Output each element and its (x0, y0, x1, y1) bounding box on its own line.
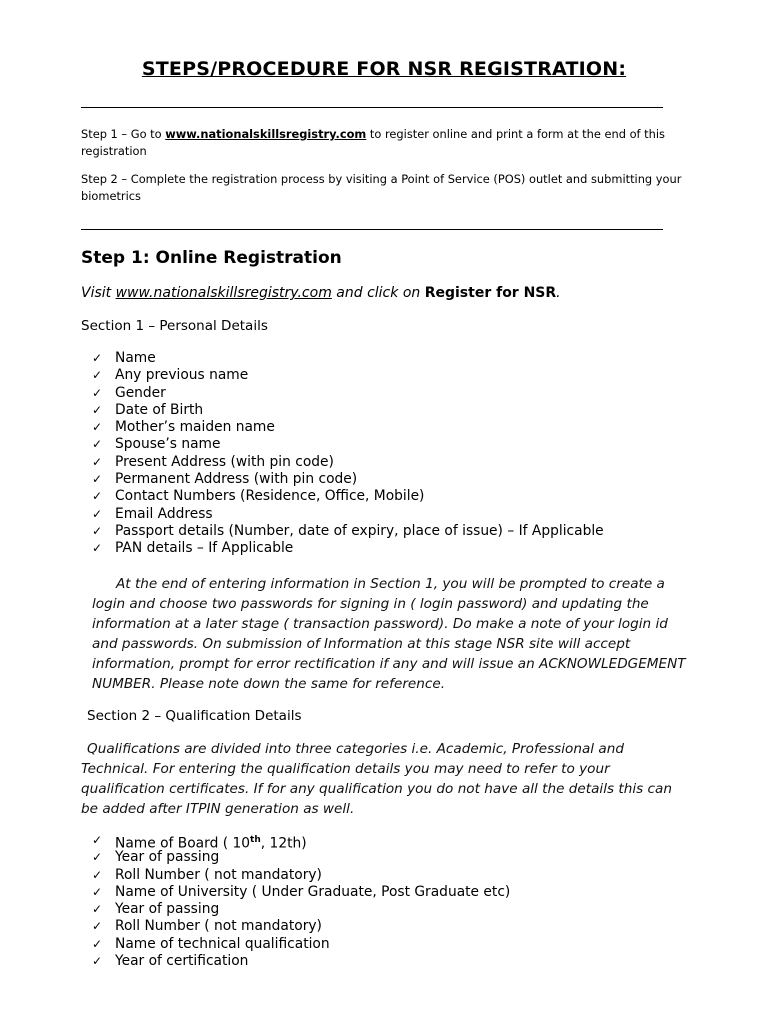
register-for-nsr: Register for NSR (424, 285, 557, 301)
list-item (92, 936, 510, 953)
personal-details-list (92, 350, 604, 558)
list-item-label: Name (115, 350, 156, 366)
check-icon: ✓ (92, 954, 103, 969)
visit-instruction (81, 285, 561, 301)
check-icon: ✓ (92, 919, 103, 934)
list-item-label: Name of technical qualification (115, 935, 330, 952)
list-item (92, 367, 604, 384)
list-item-label: Year of passing (115, 849, 220, 866)
list-item-label: Date of Birth (115, 401, 204, 418)
check-icon: ✓ (92, 884, 103, 899)
list-item (92, 884, 510, 901)
list-item-label: Mother’s maiden name (115, 419, 275, 436)
intro-step-2: Step 2 – Complete the registration process by visiting a Point of Service (POS) outlet and submitting your biometrics (81, 172, 682, 203)
check-icon: ✓ (92, 454, 103, 469)
check-icon: ✓ (92, 902, 103, 917)
list-item (92, 867, 510, 884)
list-item (92, 523, 604, 540)
section-1-heading: Section 1 – Personal Details (81, 318, 268, 334)
divider (81, 107, 663, 108)
section-1-note: At the end of entering information in Section 1, you will be prompted to create a login and choose two passwords for signing in ( login password) and updating the information at a later stage ( transaction password). Do make a note of your login id and passwords. On submission of Information at this stage NSR site will accept information, prompt for error rectification if any and will issue an ACKNOWLEDGEMENT NUMBER. Please note down the same for reference. (92, 576, 686, 692)
check-icon: ✓ (92, 541, 103, 556)
check-icon: ✓ (92, 402, 103, 417)
section-2-intro: Qualifications are divided into three categories i.e. Academic, Professional and Technical. For entering the qualification details you may need to refer to your qualification certificates. If for any qualification you do not have all the details this can be added after ITPIN generation as well. (81, 741, 672, 817)
list-item (92, 901, 510, 918)
list-item-label: Any previous name (115, 367, 249, 384)
list-item (92, 488, 604, 505)
check-icon: ✓ (92, 936, 103, 951)
list-item (92, 918, 510, 935)
check-icon: ✓ (92, 489, 103, 504)
list-item-label: Name of University ( Under Graduate, Post Graduate etc) (115, 883, 511, 900)
check-icon: ✓ (92, 420, 103, 435)
visit-mid: and click on (331, 285, 425, 301)
superscript-th: th (250, 835, 261, 845)
list-item-label-suffix: , 12th) (260, 835, 307, 852)
page-title: STEPS/PROCEDURE FOR NSR REGISTRATION: (141, 58, 627, 80)
registry-link[interactable]: www.nationalskillsregistry.com (165, 127, 367, 141)
divider (81, 229, 663, 230)
list-item-label: PAN details – If Applicable (115, 540, 294, 557)
check-icon: ✓ (92, 867, 103, 882)
list-item-label: Spouse’s name (115, 436, 221, 453)
list-item (92, 832, 510, 852)
intro-step-1-prefix: Step 1 – Go to (81, 127, 166, 141)
list-item (92, 540, 604, 557)
list-item-label: Year of passing (115, 901, 220, 918)
list-item (92, 849, 510, 866)
list-item (92, 953, 510, 970)
intro-step-1 (81, 126, 693, 160)
list-item-label: Passport details (Number, date of expiry, place of issue) – If Applicable (115, 522, 604, 539)
check-icon: ✓ (92, 368, 103, 383)
list-item-label: Name of Board ( 10 (115, 835, 251, 852)
list-item (92, 385, 604, 402)
list-item (92, 436, 604, 453)
list-item (92, 402, 604, 419)
list-item-label: Year of certification (115, 953, 249, 970)
intro-step-1-suffix: to register online and print a form at the end of this registration (81, 127, 665, 158)
check-icon: ✓ (92, 506, 103, 521)
check-icon: ✓ (92, 523, 103, 538)
list-item-label: Present Address (with pin code) (115, 453, 334, 470)
list-item (92, 506, 604, 523)
visit-end: . (556, 285, 561, 301)
list-item (92, 350, 604, 367)
list-item-label: Roll Number ( not mandatory) (115, 866, 322, 883)
list-item (92, 454, 604, 471)
visit-prefix: Visit (81, 285, 116, 301)
check-icon: ✓ (92, 385, 103, 400)
list-item-label: Gender (115, 384, 166, 401)
check-icon: ✓ (92, 472, 103, 487)
check-icon: ✓ (92, 850, 103, 865)
check-icon: ✓ (92, 833, 103, 847)
check-icon: ✓ (92, 437, 103, 452)
list-item (92, 471, 604, 488)
list-item-label: Contact Numbers (Residence, Office, Mobile) (115, 488, 425, 505)
list-item-label: Roll Number ( not mandatory) (115, 918, 322, 935)
visit-link[interactable]: www.nationalskillsregistry.com (115, 285, 332, 301)
list-item-label: Email Address (115, 505, 213, 522)
qualification-details-list (92, 832, 510, 970)
online-registration-heading: Step 1: Online Registration (81, 248, 342, 268)
section-2-heading: Section 2 – Qualification Details (87, 708, 302, 724)
list-item (92, 419, 604, 436)
check-icon: ✓ (92, 351, 103, 365)
list-item-label: Permanent Address (with pin code) (115, 471, 358, 488)
